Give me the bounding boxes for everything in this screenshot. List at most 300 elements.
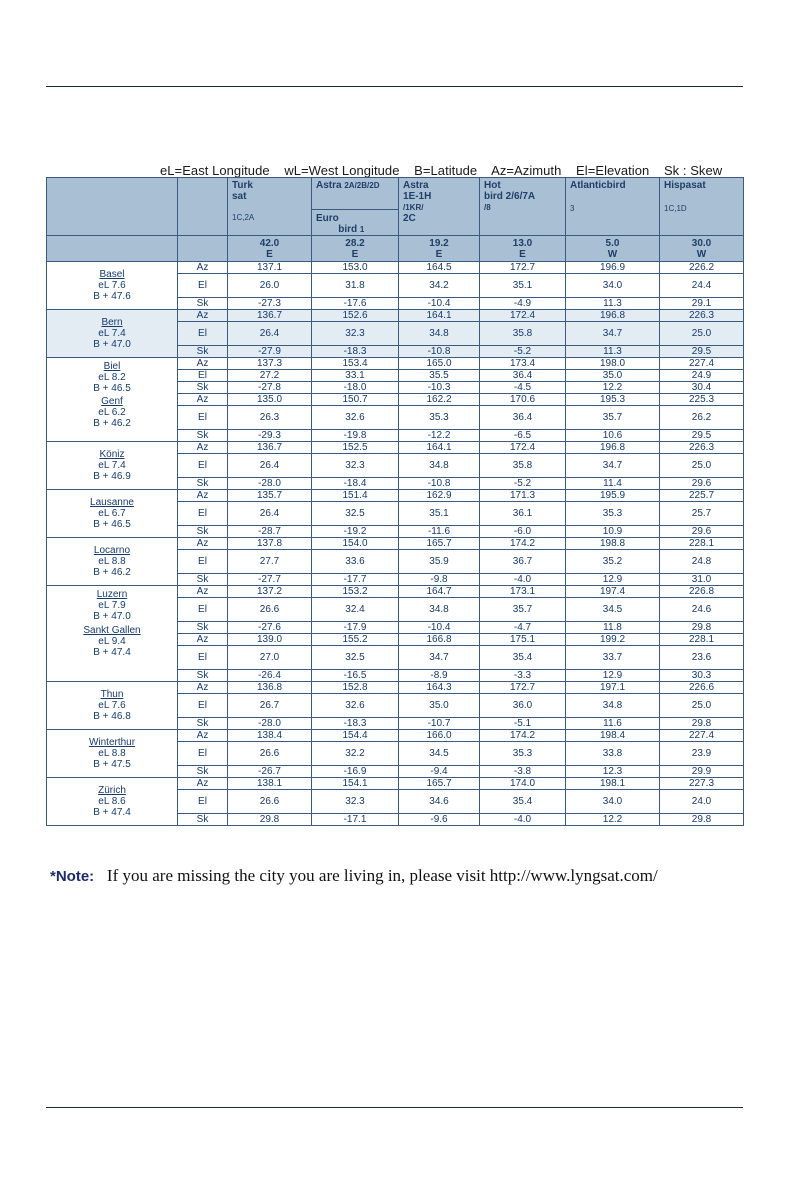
value-cell: -28.7	[228, 526, 312, 538]
value-cell: -11.6	[399, 526, 480, 538]
value-cell: 35.0	[399, 694, 480, 718]
city-cell	[47, 586, 178, 682]
value-cell: 31.8	[312, 274, 399, 298]
param-label-el: El	[178, 742, 228, 766]
value-cell: 26.4	[228, 502, 312, 526]
value-cell: 171.3	[480, 490, 566, 502]
city-name: Thun	[100, 689, 124, 700]
value-cell: 29.1	[660, 298, 744, 310]
legend-azimuth: Az=Azimuth	[491, 163, 562, 178]
value-cell: 153.0	[312, 262, 399, 274]
city-longitude: eL 7.4	[98, 460, 126, 471]
param-label-sk: Sk	[178, 346, 228, 358]
position-blank-param	[178, 236, 228, 262]
value-cell: 174.0	[480, 778, 566, 790]
value-cell: 136.8	[228, 682, 312, 694]
city-cell	[47, 262, 178, 310]
city-longitude: eL 8.6	[98, 796, 126, 807]
city-latitude: B + 46.2	[93, 567, 131, 578]
value-cell: 23.6	[660, 646, 744, 670]
value-cell: 29.5	[660, 346, 744, 358]
legend-elevation: El=Elevation	[576, 163, 650, 178]
value-cell: 35.7	[566, 406, 660, 430]
value-cell: 26.4	[228, 454, 312, 478]
value-cell: 35.8	[480, 322, 566, 346]
value-cell: 174.2	[480, 730, 566, 742]
position-atlanticbird: 5.0 W	[566, 236, 660, 262]
position-blank-city	[47, 236, 178, 262]
value-cell: 198.0	[566, 358, 660, 370]
value-cell: 154.4	[312, 730, 399, 742]
value-cell: 12.9	[566, 574, 660, 586]
value-cell: 30.3	[660, 670, 744, 682]
value-cell: 172.4	[480, 310, 566, 322]
value-cell: 175.1	[480, 634, 566, 646]
value-cell: 228.1	[660, 538, 744, 550]
value-cell: 34.5	[399, 742, 480, 766]
param-label-sk: Sk	[178, 382, 228, 394]
value-cell: 196.9	[566, 262, 660, 274]
value-cell: -10.8	[399, 478, 480, 490]
value-cell: -10.3	[399, 382, 480, 394]
value-cell: -27.9	[228, 346, 312, 358]
city-latitude: B + 46.9	[93, 471, 131, 482]
value-cell: 226.2	[660, 262, 744, 274]
city-longitude: eL 6.7	[98, 508, 126, 519]
value-cell: 172.7	[480, 262, 566, 274]
value-cell: 27.0	[228, 646, 312, 670]
value-cell: 135.0	[228, 394, 312, 406]
value-cell: 154.1	[312, 778, 399, 790]
value-cell: -9.6	[399, 814, 480, 826]
param-label-el: El	[178, 790, 228, 814]
param-label-sk: Sk	[178, 718, 228, 730]
satellite-header-row	[47, 178, 744, 236]
top-rule	[46, 86, 743, 87]
city-name: Genf	[101, 396, 123, 407]
value-cell: -12.2	[399, 430, 480, 442]
value-cell: 164.3	[399, 682, 480, 694]
param-label-el: El	[178, 406, 228, 430]
city-cell	[47, 682, 178, 730]
param-label-az: Az	[178, 442, 228, 454]
city-longitude: eL 8.8	[98, 748, 126, 759]
value-cell: 26.7	[228, 694, 312, 718]
value-cell: 35.0	[566, 370, 660, 382]
value-cell: 227.4	[660, 358, 744, 370]
table-row	[47, 538, 744, 550]
value-cell: 227.3	[660, 778, 744, 790]
value-cell: -27.3	[228, 298, 312, 310]
value-cell: 32.3	[312, 322, 399, 346]
table-row	[47, 358, 744, 370]
value-cell: -10.8	[399, 346, 480, 358]
value-cell: 173.1	[480, 586, 566, 598]
value-cell: 199.2	[566, 634, 660, 646]
table-row	[47, 262, 744, 274]
value-cell: 33.8	[566, 742, 660, 766]
value-cell: -9.8	[399, 574, 480, 586]
value-cell: -5.2	[480, 478, 566, 490]
value-cell: -26.7	[228, 766, 312, 778]
value-cell: 25.0	[660, 322, 744, 346]
value-cell: 35.7	[480, 598, 566, 622]
value-cell: 32.5	[312, 502, 399, 526]
value-cell: 11.3	[566, 298, 660, 310]
value-cell: 11.6	[566, 718, 660, 730]
city-latitude: B + 47.4	[93, 647, 131, 658]
value-cell: 197.1	[566, 682, 660, 694]
city-latitude: B + 46.2	[93, 418, 131, 429]
value-cell: -8.9	[399, 670, 480, 682]
param-label-el: El	[178, 454, 228, 478]
value-cell: 198.8	[566, 538, 660, 550]
value-cell: 26.2	[660, 406, 744, 430]
value-cell: 172.7	[480, 682, 566, 694]
value-cell: 150.7	[312, 394, 399, 406]
value-cell: 26.6	[228, 598, 312, 622]
value-cell: 29.8	[660, 622, 744, 634]
value-cell: 151.4	[312, 490, 399, 502]
value-cell: 164.5	[399, 262, 480, 274]
city-cell	[47, 490, 178, 538]
value-cell: 154.0	[312, 538, 399, 550]
value-cell: 137.1	[228, 262, 312, 274]
value-cell: -4.9	[480, 298, 566, 310]
value-cell: 11.4	[566, 478, 660, 490]
orbital-position-row	[47, 236, 744, 262]
value-cell: -10.4	[399, 622, 480, 634]
value-cell: 225.3	[660, 394, 744, 406]
value-cell: 25.0	[660, 454, 744, 478]
value-cell: 35.4	[480, 646, 566, 670]
value-cell: 35.3	[399, 406, 480, 430]
table-row	[47, 778, 744, 790]
value-cell: 12.9	[566, 670, 660, 682]
value-cell: 138.4	[228, 730, 312, 742]
value-cell: 153.4	[312, 358, 399, 370]
position-hotbird: 13.0 E	[480, 236, 566, 262]
value-cell: -4.7	[480, 622, 566, 634]
value-cell: -17.6	[312, 298, 399, 310]
value-cell: 23.9	[660, 742, 744, 766]
note-label: *Note:	[50, 868, 95, 885]
param-label-az: Az	[178, 310, 228, 322]
value-cell: 135.7	[228, 490, 312, 502]
value-cell: 162.9	[399, 490, 480, 502]
city-latitude: B + 47.0	[93, 611, 131, 622]
value-cell: 26.6	[228, 742, 312, 766]
city-cell	[47, 310, 178, 358]
value-cell: 31.0	[660, 574, 744, 586]
value-cell: 35.1	[480, 274, 566, 298]
value-cell: -6.0	[480, 526, 566, 538]
param-label-az: Az	[178, 538, 228, 550]
value-cell: 26.4	[228, 322, 312, 346]
city-longitude: eL 8.2	[98, 372, 126, 383]
city-latitude: B + 47.5	[93, 759, 131, 770]
value-cell: 165.0	[399, 358, 480, 370]
table-row	[47, 490, 744, 502]
value-cell: 30.4	[660, 382, 744, 394]
value-cell: 226.8	[660, 586, 744, 598]
value-cell: -18.3	[312, 718, 399, 730]
value-cell: 35.9	[399, 550, 480, 574]
table-row	[47, 442, 744, 454]
value-cell: 26.0	[228, 274, 312, 298]
param-label-sk: Sk	[178, 766, 228, 778]
value-cell: 12.3	[566, 766, 660, 778]
value-cell: -28.0	[228, 718, 312, 730]
value-cell: -18.3	[312, 346, 399, 358]
param-label-az: Az	[178, 358, 228, 370]
value-cell: 170.6	[480, 394, 566, 406]
city-latitude: B + 46.8	[93, 711, 131, 722]
param-label-az: Az	[178, 586, 228, 598]
satellite-angle-table	[46, 177, 744, 826]
value-cell: 195.9	[566, 490, 660, 502]
city-latitude: B + 47.0	[93, 339, 131, 350]
value-cell: 34.0	[566, 274, 660, 298]
value-cell: 164.1	[399, 310, 480, 322]
value-cell: 197.4	[566, 586, 660, 598]
value-cell: 32.3	[312, 454, 399, 478]
value-cell: 198.4	[566, 730, 660, 742]
satellite-atlanticbird: Atlanticbird 3	[566, 178, 660, 236]
value-cell: 228.1	[660, 634, 744, 646]
value-cell: 26.3	[228, 406, 312, 430]
param-label-sk: Sk	[178, 574, 228, 586]
value-cell: 33.1	[312, 370, 399, 382]
value-cell: -27.7	[228, 574, 312, 586]
value-cell: 24.4	[660, 274, 744, 298]
value-cell: -18.4	[312, 478, 399, 490]
city-longitude: eL 6.2	[98, 407, 126, 418]
city-longitude: eL 7.6	[98, 700, 126, 711]
param-label-sk: Sk	[178, 430, 228, 442]
value-cell: 34.6	[399, 790, 480, 814]
value-cell: 226.3	[660, 442, 744, 454]
value-cell: 137.8	[228, 538, 312, 550]
value-cell: 32.4	[312, 598, 399, 622]
city-name: Köniz	[99, 449, 125, 460]
satellite-hotbird: Hot bird 2/6/7A /8	[480, 178, 566, 236]
value-cell: 34.7	[566, 454, 660, 478]
bottom-rule	[46, 1107, 743, 1108]
value-cell: -4.0	[480, 814, 566, 826]
value-cell: 27.2	[228, 370, 312, 382]
table-row	[47, 730, 744, 742]
city-name: Lausanne	[90, 497, 134, 508]
value-cell: 196.8	[566, 442, 660, 454]
value-cell: 36.4	[480, 370, 566, 382]
value-cell: 164.1	[399, 442, 480, 454]
value-cell: 24.9	[660, 370, 744, 382]
value-cell: -9.4	[399, 766, 480, 778]
value-cell: 174.2	[480, 538, 566, 550]
value-cell: 136.7	[228, 442, 312, 454]
value-cell: -5.2	[480, 346, 566, 358]
header-blank-param	[178, 178, 228, 236]
value-cell: 138.1	[228, 778, 312, 790]
value-cell: 10.6	[566, 430, 660, 442]
param-label-az: Az	[178, 634, 228, 646]
value-cell: -5.1	[480, 718, 566, 730]
legend-east-longitude: eL=East Longitude	[160, 163, 270, 178]
param-label-el: El	[178, 322, 228, 346]
param-label-sk: Sk	[178, 670, 228, 682]
satellite-turksat: Turk sat 1C,2A	[228, 178, 312, 236]
city-latitude: B + 47.4	[93, 807, 131, 818]
value-cell: 35.5	[399, 370, 480, 382]
value-cell: -16.5	[312, 670, 399, 682]
value-cell: 10.9	[566, 526, 660, 538]
city-latitude: B + 46.5	[93, 383, 131, 394]
value-cell: 165.7	[399, 538, 480, 550]
value-cell: 172.4	[480, 442, 566, 454]
header-blank-city	[47, 178, 178, 236]
city-cell	[47, 442, 178, 490]
param-label-az: Az	[178, 778, 228, 790]
value-cell: 36.0	[480, 694, 566, 718]
param-label-az: Az	[178, 262, 228, 274]
value-cell: 36.4	[480, 406, 566, 430]
value-cell: -19.2	[312, 526, 399, 538]
param-label-el: El	[178, 598, 228, 622]
value-cell: 11.8	[566, 622, 660, 634]
value-cell: 196.8	[566, 310, 660, 322]
value-cell: 34.5	[566, 598, 660, 622]
value-cell: 29.9	[660, 766, 744, 778]
param-label-sk: Sk	[178, 622, 228, 634]
value-cell: 25.0	[660, 694, 744, 718]
value-cell: 35.1	[399, 502, 480, 526]
position-astra-eurobird: 28.2 E	[312, 236, 399, 262]
value-cell: 34.2	[399, 274, 480, 298]
value-cell: 12.2	[566, 382, 660, 394]
satellite-astra-1e: Astra 1E-1H /1KR/ 2C	[399, 178, 480, 236]
value-cell: -6.5	[480, 430, 566, 442]
satellite-astra-eurobird: Astra 2A/2B/2D Euro bird 1	[312, 178, 399, 236]
value-cell: 12.2	[566, 814, 660, 826]
param-label-el: El	[178, 646, 228, 670]
legend-latitude: B=Latitude	[414, 163, 478, 178]
param-label-sk: Sk	[178, 478, 228, 490]
value-cell: 33.6	[312, 550, 399, 574]
value-cell: 24.8	[660, 550, 744, 574]
value-cell: 34.8	[399, 598, 480, 622]
city-name: Biel	[103, 361, 121, 372]
city-name: Luzern	[96, 589, 128, 600]
footnote	[50, 866, 658, 886]
param-label-sk: Sk	[178, 526, 228, 538]
city-cell	[47, 730, 178, 778]
value-cell: -17.1	[312, 814, 399, 826]
value-cell: -18.0	[312, 382, 399, 394]
value-cell: 32.6	[312, 406, 399, 430]
value-cell: 152.5	[312, 442, 399, 454]
city-cell	[47, 778, 178, 826]
value-cell: -16.9	[312, 766, 399, 778]
table-row	[47, 310, 744, 322]
value-cell: 29.8	[660, 718, 744, 730]
value-cell: 137.2	[228, 586, 312, 598]
value-cell: 29.6	[660, 526, 744, 538]
value-cell: 34.8	[399, 322, 480, 346]
value-cell: 32.6	[312, 694, 399, 718]
param-label-sk: Sk	[178, 298, 228, 310]
value-cell: -19.8	[312, 430, 399, 442]
value-cell: -3.3	[480, 670, 566, 682]
position-hispasat: 30.0 W	[660, 236, 744, 262]
value-cell: 164.7	[399, 586, 480, 598]
param-label-el: El	[178, 274, 228, 298]
value-cell: 166.0	[399, 730, 480, 742]
value-cell: 152.6	[312, 310, 399, 322]
value-cell: 137.3	[228, 358, 312, 370]
city-longitude: eL 8.8	[98, 556, 126, 567]
value-cell: 36.1	[480, 502, 566, 526]
table-row	[47, 586, 744, 598]
param-label-az: Az	[178, 682, 228, 694]
city-name: Winterthur	[88, 737, 136, 748]
value-cell: 26.6	[228, 790, 312, 814]
value-cell: -26.4	[228, 670, 312, 682]
city-name: Bern	[101, 317, 123, 328]
value-cell: 34.7	[566, 322, 660, 346]
value-cell: -27.8	[228, 382, 312, 394]
value-cell: -4.5	[480, 382, 566, 394]
value-cell: 136.7	[228, 310, 312, 322]
value-cell: 33.7	[566, 646, 660, 670]
value-cell: -17.7	[312, 574, 399, 586]
value-cell: -10.4	[399, 298, 480, 310]
abbreviation-legend	[160, 163, 722, 178]
value-cell: -4.0	[480, 574, 566, 586]
value-cell: -17.9	[312, 622, 399, 634]
value-cell: 32.3	[312, 790, 399, 814]
param-label-el: El	[178, 502, 228, 526]
legend-skew: Sk : Skew	[663, 163, 723, 178]
value-cell: 29.8	[228, 814, 312, 826]
value-cell: 152.8	[312, 682, 399, 694]
city-name: Locarno	[93, 545, 131, 556]
city-longitude: eL 7.9	[98, 600, 126, 611]
param-label-az: Az	[178, 730, 228, 742]
value-cell: 35.3	[566, 502, 660, 526]
city-longitude: eL 9.4	[98, 636, 126, 647]
value-cell: 27.7	[228, 550, 312, 574]
value-cell: 165.7	[399, 778, 480, 790]
city-name: Basel	[99, 269, 125, 280]
value-cell: 29.5	[660, 430, 744, 442]
position-astra-1e: 19.2 E	[399, 236, 480, 262]
param-label-el: El	[178, 550, 228, 574]
value-cell: 227.4	[660, 730, 744, 742]
value-cell: 35.2	[566, 550, 660, 574]
value-cell: 34.7	[399, 646, 480, 670]
value-cell: -3.8	[480, 766, 566, 778]
param-label-el: El	[178, 370, 228, 382]
value-cell: 195.3	[566, 394, 660, 406]
value-cell: -10.7	[399, 718, 480, 730]
value-cell: 34.0	[566, 790, 660, 814]
value-cell: 35.3	[480, 742, 566, 766]
value-cell: 35.8	[480, 454, 566, 478]
city-latitude: B + 46.5	[93, 519, 131, 530]
value-cell: 166.8	[399, 634, 480, 646]
city-name: Sankt Gallen	[83, 625, 141, 636]
